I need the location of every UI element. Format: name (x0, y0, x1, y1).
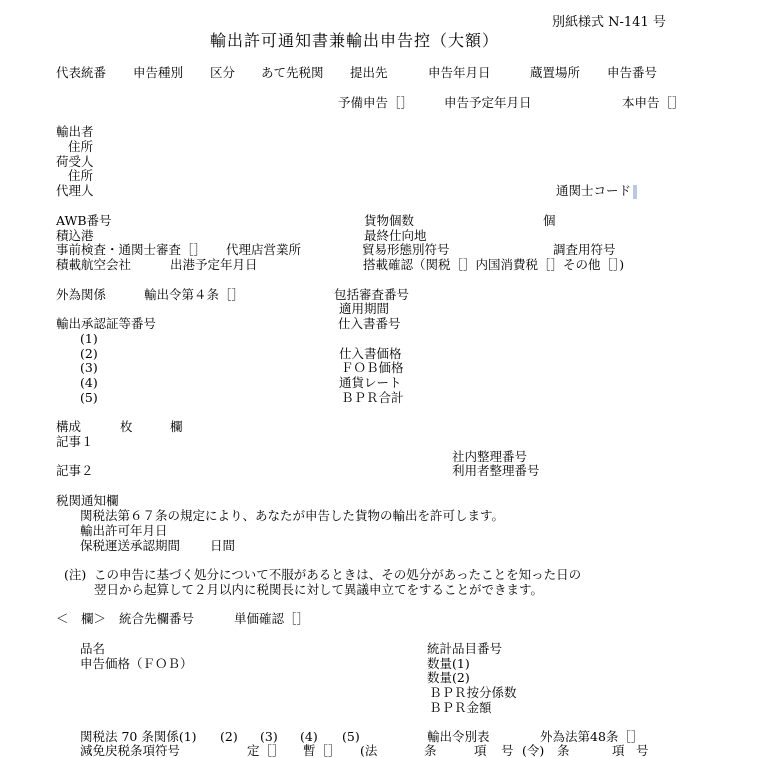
label-agent-office: 代理店営業所 (226, 242, 302, 257)
label-declared-price: 申告価格（ＦＯＢ） (80, 656, 193, 671)
label-note2: 記事２ (56, 463, 94, 478)
label-planned-date: 申告予定年月日 (444, 95, 532, 110)
label-customs-notice: 税関通知欄 (56, 493, 119, 508)
label-agent: 代理人 (56, 183, 94, 198)
document-title: 輸出許可通知書兼輸出申告控（大額） (210, 31, 500, 50)
label-awb: AWB番号 (56, 213, 112, 228)
label-declaration-no: 申告番号 (607, 65, 658, 80)
label-approval-no: 輸出承認証等番号 (56, 316, 157, 331)
inspection-checkbox[interactable]: 事前検査・通関士審査［］ (56, 242, 207, 257)
notice-line2: 輸出許可年月日 (80, 523, 168, 538)
label-consignee-address: 住所 (68, 168, 94, 183)
label-packages: 貨物個数 (364, 213, 415, 228)
loading-confirm-checkboxes[interactable]: 搭載確認（関税［］内国消費税［］その他［］) (363, 257, 625, 272)
customs70-item-4: (4) (300, 729, 318, 744)
notice-line1: 関税法第６７条の規定により、あなたが申告した貨物の輸出を許可します。 (80, 508, 505, 523)
note-line2: 翌日から起算して２月以内に税関長に対して異議申立てをすることができます。 (94, 582, 544, 597)
label-submit-to: 提出先 (350, 65, 388, 80)
label-invoice-price: 仕入書価格 (339, 346, 402, 361)
label-export-table: 輸出令別表 (427, 729, 490, 744)
temporary-checkbox[interactable]: 暫［］ (303, 743, 341, 758)
note-line1: この申告に基づく処分について不服があるときは、その処分があったことを知った日の (94, 567, 582, 582)
label-internal-no: 社内整理番号 (452, 449, 528, 464)
label-item-column: ＜ 欄＞ (56, 611, 107, 626)
label-quantity1: 数量(1) (427, 656, 470, 671)
label-consignee: 荷受人 (56, 154, 94, 169)
approval-item-1: (1) (80, 331, 98, 346)
label-final-destination: 最終仕向地 (364, 228, 427, 243)
customs70-item-5: (5) (342, 729, 360, 744)
label-stat-code: 統計品目番号 (427, 641, 503, 656)
label-broker-code: 通関士コード (556, 183, 632, 198)
label-applicable-period: 適用期間 (339, 301, 390, 316)
customs70-item-3: (3) (260, 729, 278, 744)
label-destination-customs: あて先税関 (261, 65, 324, 80)
label-category: 区分 (210, 65, 236, 80)
label-storage-place: 蔵置場所 (530, 65, 581, 80)
label-exporter: 輸出者 (56, 124, 94, 139)
label-user-no: 利用者整理番号 (452, 463, 540, 478)
label-number: 号 (501, 743, 514, 758)
label-bpr-total: ＢＰＲ合計 (341, 390, 404, 405)
label-fob-price: ＦＯＢ価格 (341, 360, 404, 375)
label-clause: 項 (474, 743, 487, 758)
approval-item-4: (4) (80, 375, 98, 390)
label-integrated-prior: 統合先欄番号 (119, 611, 195, 626)
label-bpr-ratio: ＢＰＲ按分係数 (429, 685, 517, 700)
export-order-checkbox[interactable]: 輸出令第４条［］ (144, 287, 245, 302)
label-forex-relation: 外為関係 (56, 287, 107, 302)
label-trade-form: 貿易形態別符号 (362, 242, 450, 257)
label-product-name: 品名 (80, 641, 106, 656)
note-mark: (注) (64, 567, 87, 582)
text-cursor (633, 185, 637, 199)
label-article: 条 (424, 743, 437, 758)
label-airline: 積載航空会社 (56, 257, 132, 272)
label-exchange-rate: 通貨レート (339, 375, 402, 390)
label-invoice-no: 仕入書番号 (338, 316, 401, 331)
approval-item-3: (3) (80, 360, 98, 375)
label-comprehensive-no: 包括審査番号 (334, 287, 410, 302)
label-unit: 個 (543, 213, 556, 228)
label-customs70: 関税法 70 条関係(1) (80, 729, 197, 744)
label-column: 欄 (170, 419, 183, 434)
label-law: (法 (360, 743, 378, 758)
label-quantity2: 数量(2) (427, 670, 470, 685)
approval-item-2: (2) (80, 346, 98, 361)
label-representative-no: 代表統番 (56, 65, 107, 80)
customs70-item-2: (2) (220, 729, 238, 744)
label-departure-date: 出港予定年月日 (170, 257, 258, 272)
label-tax-reduction: 減免戻税条項符号 (80, 743, 181, 758)
label-clause2: 項 (612, 743, 625, 758)
label-note1: 記事１ (56, 434, 94, 449)
approval-item-5: (5) (80, 390, 98, 405)
label-loading-port: 積込港 (56, 228, 94, 243)
notice-line3: 保税運送承認期間 (80, 538, 181, 553)
notice-days: 日間 (210, 538, 236, 553)
main-declaration-checkbox[interactable]: 本申告［］ (622, 95, 685, 110)
label-composition: 構成 (56, 419, 82, 434)
label-sheets: 枚 (120, 419, 133, 434)
preliminary-declaration-checkbox[interactable]: 予備申告［］ (338, 95, 414, 110)
label-exporter-address: 住所 (68, 139, 94, 154)
label-declaration-type: 申告種別 (133, 65, 184, 80)
form-number: 別紙様式 N-141 号 (552, 15, 666, 30)
unit-price-confirm-checkbox[interactable]: 単価確認［］ (234, 611, 310, 626)
fixed-checkbox[interactable]: 定［］ (247, 743, 285, 758)
label-order: (令) (522, 743, 545, 758)
label-declaration-date: 申告年月日 (428, 65, 491, 80)
label-article2: 条 (557, 743, 570, 758)
label-bpr-amount: ＢＰＲ金額 (429, 700, 492, 715)
label-number2: 号 (636, 743, 649, 758)
label-survey-code: 調査用符号 (553, 242, 616, 257)
forex48-checkbox[interactable]: 外為法第48条［］ (540, 729, 644, 744)
